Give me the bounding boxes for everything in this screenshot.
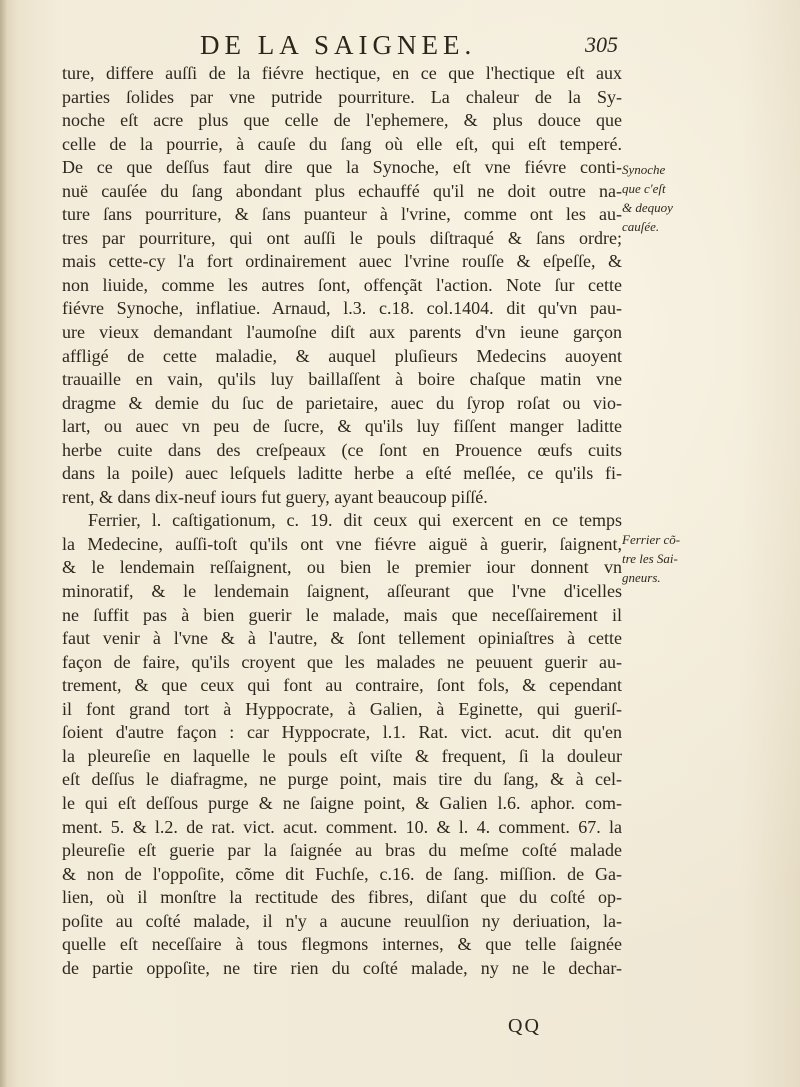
- text-line: non liuide, comme les autres ſont, offençãt l'action. Note ſur cette: [62, 274, 622, 295]
- text-line: la Medecine, auſſi-toſt qu'ils ont vne fiévre aiguë à guerir, ſaignent,: [62, 533, 622, 554]
- text-line: le qui eſt deſſous purge & ne ſaigne point, & Galien l.6. aphor. com-: [62, 792, 622, 813]
- text-line: ſoient d'autre façon : car Hyppocrate, l.1. Rat. vict. acut. dit qu'en: [62, 722, 622, 743]
- text-line: parties ſolides par vne putride pourriture. La chaleur de la Sy-: [62, 86, 622, 107]
- running-head: DE LA SAIGNEE.: [200, 30, 477, 60]
- page-number: 305: [585, 32, 618, 57]
- body-text: [62, 62, 622, 980]
- text-line: lien, où il monſtre la rectitude des fibres, diſant que du coſté op-: [62, 887, 622, 908]
- text-line: rent, & dans dix-neuf iours fut guery, ayant beaucoup piſſé.: [62, 486, 488, 507]
- margin-note-line: tre les Sai-: [622, 551, 678, 566]
- text-line: ture ſans pourriture, & ſans puanteur à l'vrine, comme ont les au-: [62, 204, 622, 225]
- text-line: ure vieux demandant l'aumoſne diſt aux parents d'vn ieune garçon: [62, 322, 622, 343]
- margin-note-line: gneurs.: [622, 570, 661, 585]
- text-line: trement, & que ceux qui font au contraire, ſont fols, & cependant: [62, 675, 622, 696]
- text-line: il font grand tort à Hyppocrate, à Galien, à Eginette, qui gueriſ-: [62, 698, 622, 719]
- text-line: De ce que deſſus faut dire que la Synoche, eſt vne fiévre conti-: [62, 157, 622, 178]
- text-line: tres par pourriture, qui ont auſſi le pouls diſtraqué & ſans ordre;: [62, 227, 622, 248]
- text-line: herbe cuite dans des creſpeaux (ce ſont en Prouence œufs cuits: [62, 439, 622, 460]
- catchword-signature: QQ: [508, 1015, 541, 1037]
- margin-note-line: cauſée.: [622, 219, 660, 234]
- text-line: lart, ou auec vn peu de ſucre, & qu'ils luy fiſſent manger laditte: [62, 416, 622, 437]
- page-gutter: [0, 0, 8, 1087]
- text-line: la pleureſie en laquelle le pouls eſt viſte & frequent, ſi la douleur: [62, 745, 622, 766]
- text-line: ture, differe auſſi de la fiévre hectique, en ce que l'hectique eſt aux: [62, 63, 622, 83]
- text-line: trauaille en vain, qu'ils luy baillaſſent à boire chaſque matin vne: [62, 369, 622, 390]
- margin-note-line: que c'eſt: [622, 181, 666, 196]
- text-line: eſt deſſus le diafragme, ne purge point, mais tire du ſang, & à cel-: [62, 769, 622, 790]
- text-line: poſite au coſté malade, il n'y a aucune reuulſion ny deriuation, la-: [62, 910, 622, 931]
- text-line: nuë cauſée du ſang abondant plus echauffé qu'il ne doit outre na-: [62, 180, 622, 201]
- text-line: faut venir à l'vne & à l'autre, & ſont tellement opiniaſtres à cette: [62, 628, 622, 649]
- text-line: fiévre Synoche, inflatiue. Arnaud, l.3. c.18. col.1404. dit qu'vn pau-: [62, 298, 622, 319]
- text-line: dragme & demie du ſuc de parietaire, auec du ſyrop roſat ou vio-: [62, 392, 622, 413]
- text-line: ne ſuffit pas à bien guerir le malade, mais que neceſſairement il: [62, 604, 622, 625]
- margin-note-line: Synoche: [622, 162, 666, 177]
- margin-note-synoche: [622, 160, 797, 236]
- text-line: & le lendemain reſſaignent, ou bien le premier iour donnent vn: [62, 557, 622, 578]
- margin-note-ferrier: [622, 530, 797, 587]
- text-line: Ferrier, l. caſtigationum, c. 19. dit ceux qui exercent en ce temps: [88, 510, 622, 531]
- margin-note-line: & dequoy: [622, 200, 673, 215]
- text-line: mais cette-cy l'a fort ordinairement auec l'vrine rouſſe & eſpeſſe, &: [62, 251, 622, 272]
- text-line: ment. 5. & l.2. de rat. vict. acut. comment. 10. & l. 4. comment. 67. la: [62, 816, 622, 837]
- text-line: noche eſt acre plus que celle de l'ephemere, & plus douce que: [62, 110, 622, 131]
- text-line: quelle eſt neceſſaire à tous flegmons internes, & que telle ſaignée: [62, 934, 622, 955]
- text-line: de partie oppoſite, ne tire rien du coſté malade, ny ne le dechar-: [62, 957, 622, 978]
- text-line: dans la poile) auec leſquels laditte herbe a eſté meſlée, ce qu'ils fi-: [62, 463, 622, 484]
- text-line: pleureſie eſt guerie par la ſaignée au bras du meſme coſté malade: [62, 840, 622, 861]
- text-line: celle de la pourrie, à cauſe du ſang où elle eſt, qui eſt temperé.: [62, 133, 622, 154]
- text-line: façon de faire, qu'ils croyent que les malades ne peuuent guerir au-: [62, 651, 622, 672]
- margin-note-line: Ferrier cõ-: [622, 532, 681, 547]
- text-line: & non de l'oppoſite, cõme dit Fuchſe, c.16. de ſang. miſſion. de Ga-: [62, 863, 622, 884]
- text-line: affligé de cette maladie, & auquel pluſieurs Medecins auoyent: [62, 345, 622, 366]
- text-line: minoratif, & le lendemain ſaignent, aſſeurant que l'vne d'icelles: [62, 581, 622, 602]
